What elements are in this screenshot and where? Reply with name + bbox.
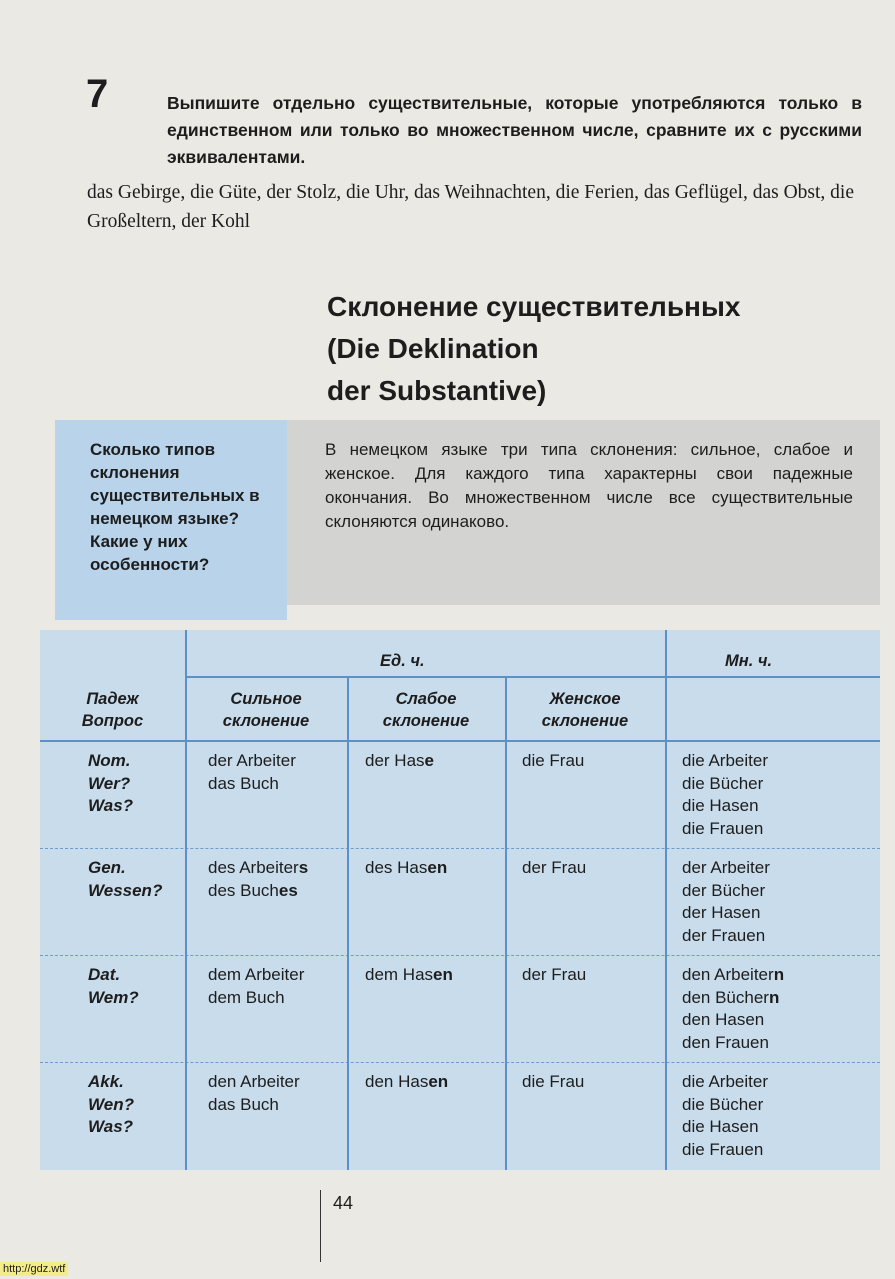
cell-line: Wessen? xyxy=(88,880,163,900)
cell-line xyxy=(682,1139,768,1162)
cell-line xyxy=(682,880,770,903)
word-stem: der Bücher xyxy=(682,880,766,900)
section-heading xyxy=(327,286,740,412)
header-line: Вопрос xyxy=(81,712,144,730)
cell-line xyxy=(682,1094,768,1117)
cell-line xyxy=(682,1009,784,1032)
weak-form-cell xyxy=(365,750,434,773)
header-line: склонение xyxy=(222,712,310,730)
exercise-task: Выпишите отдельно существительные, которые употребляются только в единственном или только во множественном числе, сравните их с русскими эквивалентами. xyxy=(167,93,862,167)
cell-line xyxy=(208,964,304,987)
cell-line: Wer? xyxy=(88,773,131,793)
column-header-weak xyxy=(347,688,505,732)
row-divider xyxy=(40,1062,880,1063)
word-stem: die Bücher xyxy=(682,773,764,793)
column-header-case xyxy=(40,688,185,732)
footer-link[interactable]: http://gdz.wtf xyxy=(0,1262,68,1276)
strong-form-cell xyxy=(208,750,296,795)
cell-line xyxy=(208,857,308,880)
answer-text: В немецком языке три типа склонения: сильное, слабое и женское. Для каждого типа характерны свои падежные окончания. Во множественном числе все существительные склоняются одинаково. xyxy=(325,440,853,531)
declension-table xyxy=(40,630,880,1170)
word-stem: der Arbeiter xyxy=(682,858,770,877)
cell-line: Akk. xyxy=(88,1072,124,1091)
word-stem: der Hasen xyxy=(682,903,761,922)
case-ending: en xyxy=(433,965,453,984)
heading-line: der Substantive) xyxy=(327,375,547,406)
word-stem: den Hasen xyxy=(682,1010,765,1029)
cell-line: Was? xyxy=(88,1117,134,1136)
word-stem: die Frauen xyxy=(682,1139,764,1159)
page-divider xyxy=(320,1190,321,1262)
plural-form-cell xyxy=(682,964,784,1054)
cell-line xyxy=(365,1071,448,1094)
word-stem: dem Buch xyxy=(208,987,285,1007)
table-rule xyxy=(40,740,880,742)
word-stem: den Bücher xyxy=(682,987,769,1007)
word-stem: dem Arbeiter xyxy=(208,965,305,984)
word-stem: den Arbeiter xyxy=(208,1072,300,1091)
column-divider xyxy=(505,676,507,1170)
cell-line xyxy=(682,964,784,987)
case-ending: s xyxy=(298,858,309,877)
cell-line xyxy=(682,1116,768,1139)
feminine-form-cell xyxy=(522,857,586,880)
word-stem: der Frauen xyxy=(682,925,766,945)
word-stem: des Has xyxy=(365,858,428,877)
header-line: Падеж xyxy=(86,690,139,708)
case-cell xyxy=(88,964,139,1009)
cell-line xyxy=(682,1032,784,1055)
word-stem: die Arbeiter xyxy=(682,1072,768,1091)
word-stem: die Frau xyxy=(522,751,585,770)
cell-line: Wem? xyxy=(88,987,139,1007)
word-stem: das Buch xyxy=(208,1094,279,1114)
cell-line xyxy=(682,795,768,818)
word-stem: das Buch xyxy=(208,773,279,793)
cell-line xyxy=(522,750,584,773)
plural-form-cell xyxy=(682,1071,768,1161)
word-stem: die Frau xyxy=(522,1072,585,1091)
case-cell xyxy=(88,750,133,818)
feminine-form-cell xyxy=(522,964,586,987)
case-ending: n xyxy=(768,987,780,1007)
cell-line xyxy=(522,964,586,987)
header-line: склонение xyxy=(382,712,470,730)
cell-line xyxy=(208,750,296,773)
word-stem: die Arbeiter xyxy=(682,751,768,770)
word-stem: die Bücher xyxy=(682,1094,764,1114)
word-stem: der Arbeiter xyxy=(208,751,296,770)
exercise-word-list: das Gebirge, die Güte, der Stolz, die Uhr, das Weihnachten, die Ferien, das Geflügel, das Obst, die Großeltern, der Kohl xyxy=(87,182,854,232)
heading-line: (Die Deklination xyxy=(327,333,539,364)
word-stem: des Arbeiter xyxy=(208,858,299,877)
column-header-strong xyxy=(185,688,347,732)
weak-form-cell xyxy=(365,857,447,880)
cell-line: Was? xyxy=(88,796,134,815)
cell-line xyxy=(682,750,768,773)
row-divider xyxy=(40,848,880,849)
column-divider xyxy=(665,630,667,1170)
cell-line: Wen? xyxy=(88,1094,134,1114)
cell-line xyxy=(208,773,296,796)
cell-line xyxy=(208,1094,300,1117)
word-stem: den Has xyxy=(365,1072,429,1091)
page-number: 44 xyxy=(333,1193,354,1213)
table-rule xyxy=(185,676,880,678)
singular-header: Ед. ч. xyxy=(380,652,425,670)
header-line: Сильное xyxy=(230,690,302,708)
plural-header: Мн. ч. xyxy=(725,652,773,670)
word-stem: den Arbeiter xyxy=(682,965,774,984)
cell-line: Gen. xyxy=(88,858,126,877)
question-text: Сколько типов склонения существительных в немецком языке? Какие у них особенности? xyxy=(90,440,260,574)
cell-line xyxy=(682,902,770,925)
cell-line xyxy=(365,964,453,987)
header-line: Слабое xyxy=(395,690,457,708)
word-stem: der Frau xyxy=(522,858,587,877)
cell-line xyxy=(682,773,768,796)
word-stem: des Buch xyxy=(208,880,279,900)
column-divider xyxy=(347,676,349,1170)
weak-form-cell xyxy=(365,964,453,987)
cell-line xyxy=(208,880,308,903)
cell-line xyxy=(208,1071,300,1094)
case-ending: en xyxy=(428,1072,449,1091)
case-cell xyxy=(88,1071,134,1139)
cell-line xyxy=(365,857,447,880)
cell-line xyxy=(208,987,304,1010)
cell-line xyxy=(682,987,784,1010)
header-line: склонение xyxy=(541,712,629,730)
header-line: Женское xyxy=(549,690,621,708)
feminine-form-cell xyxy=(522,750,584,773)
word-stem: den Frauen xyxy=(682,1032,769,1052)
word-stem: die Hasen xyxy=(682,1117,759,1136)
case-ending: en xyxy=(427,858,448,877)
weak-form-cell xyxy=(365,1071,448,1094)
exercise-number: 7 xyxy=(86,72,109,116)
heading-line: Склонение существительных xyxy=(327,291,741,322)
strong-form-cell xyxy=(208,964,304,1009)
case-ending: n xyxy=(773,965,785,984)
case-cell xyxy=(88,857,162,902)
word-stem: die Hasen xyxy=(682,796,759,815)
cell-line xyxy=(522,857,586,880)
word-stem: dem Has xyxy=(365,965,434,984)
word-stem: der Frau xyxy=(522,965,587,984)
cell-line xyxy=(365,750,434,773)
cell-line: Dat. xyxy=(88,965,121,984)
strong-form-cell xyxy=(208,1071,300,1116)
column-header-feminine xyxy=(505,688,665,732)
plural-form-cell xyxy=(682,750,768,840)
case-ending: es xyxy=(278,880,298,900)
feminine-form-cell xyxy=(522,1071,584,1094)
plural-form-cell xyxy=(682,857,770,947)
cell-line xyxy=(682,925,770,948)
cell-line: Nom. xyxy=(88,751,131,770)
row-divider xyxy=(40,955,880,956)
strong-form-cell xyxy=(208,857,308,902)
cell-line xyxy=(522,1071,584,1094)
cell-line xyxy=(682,1071,768,1094)
cell-line xyxy=(682,818,768,841)
word-stem: der Has xyxy=(365,751,425,770)
case-ending: e xyxy=(424,751,434,770)
cell-line xyxy=(682,857,770,880)
word-stem: die Frauen xyxy=(682,818,764,838)
